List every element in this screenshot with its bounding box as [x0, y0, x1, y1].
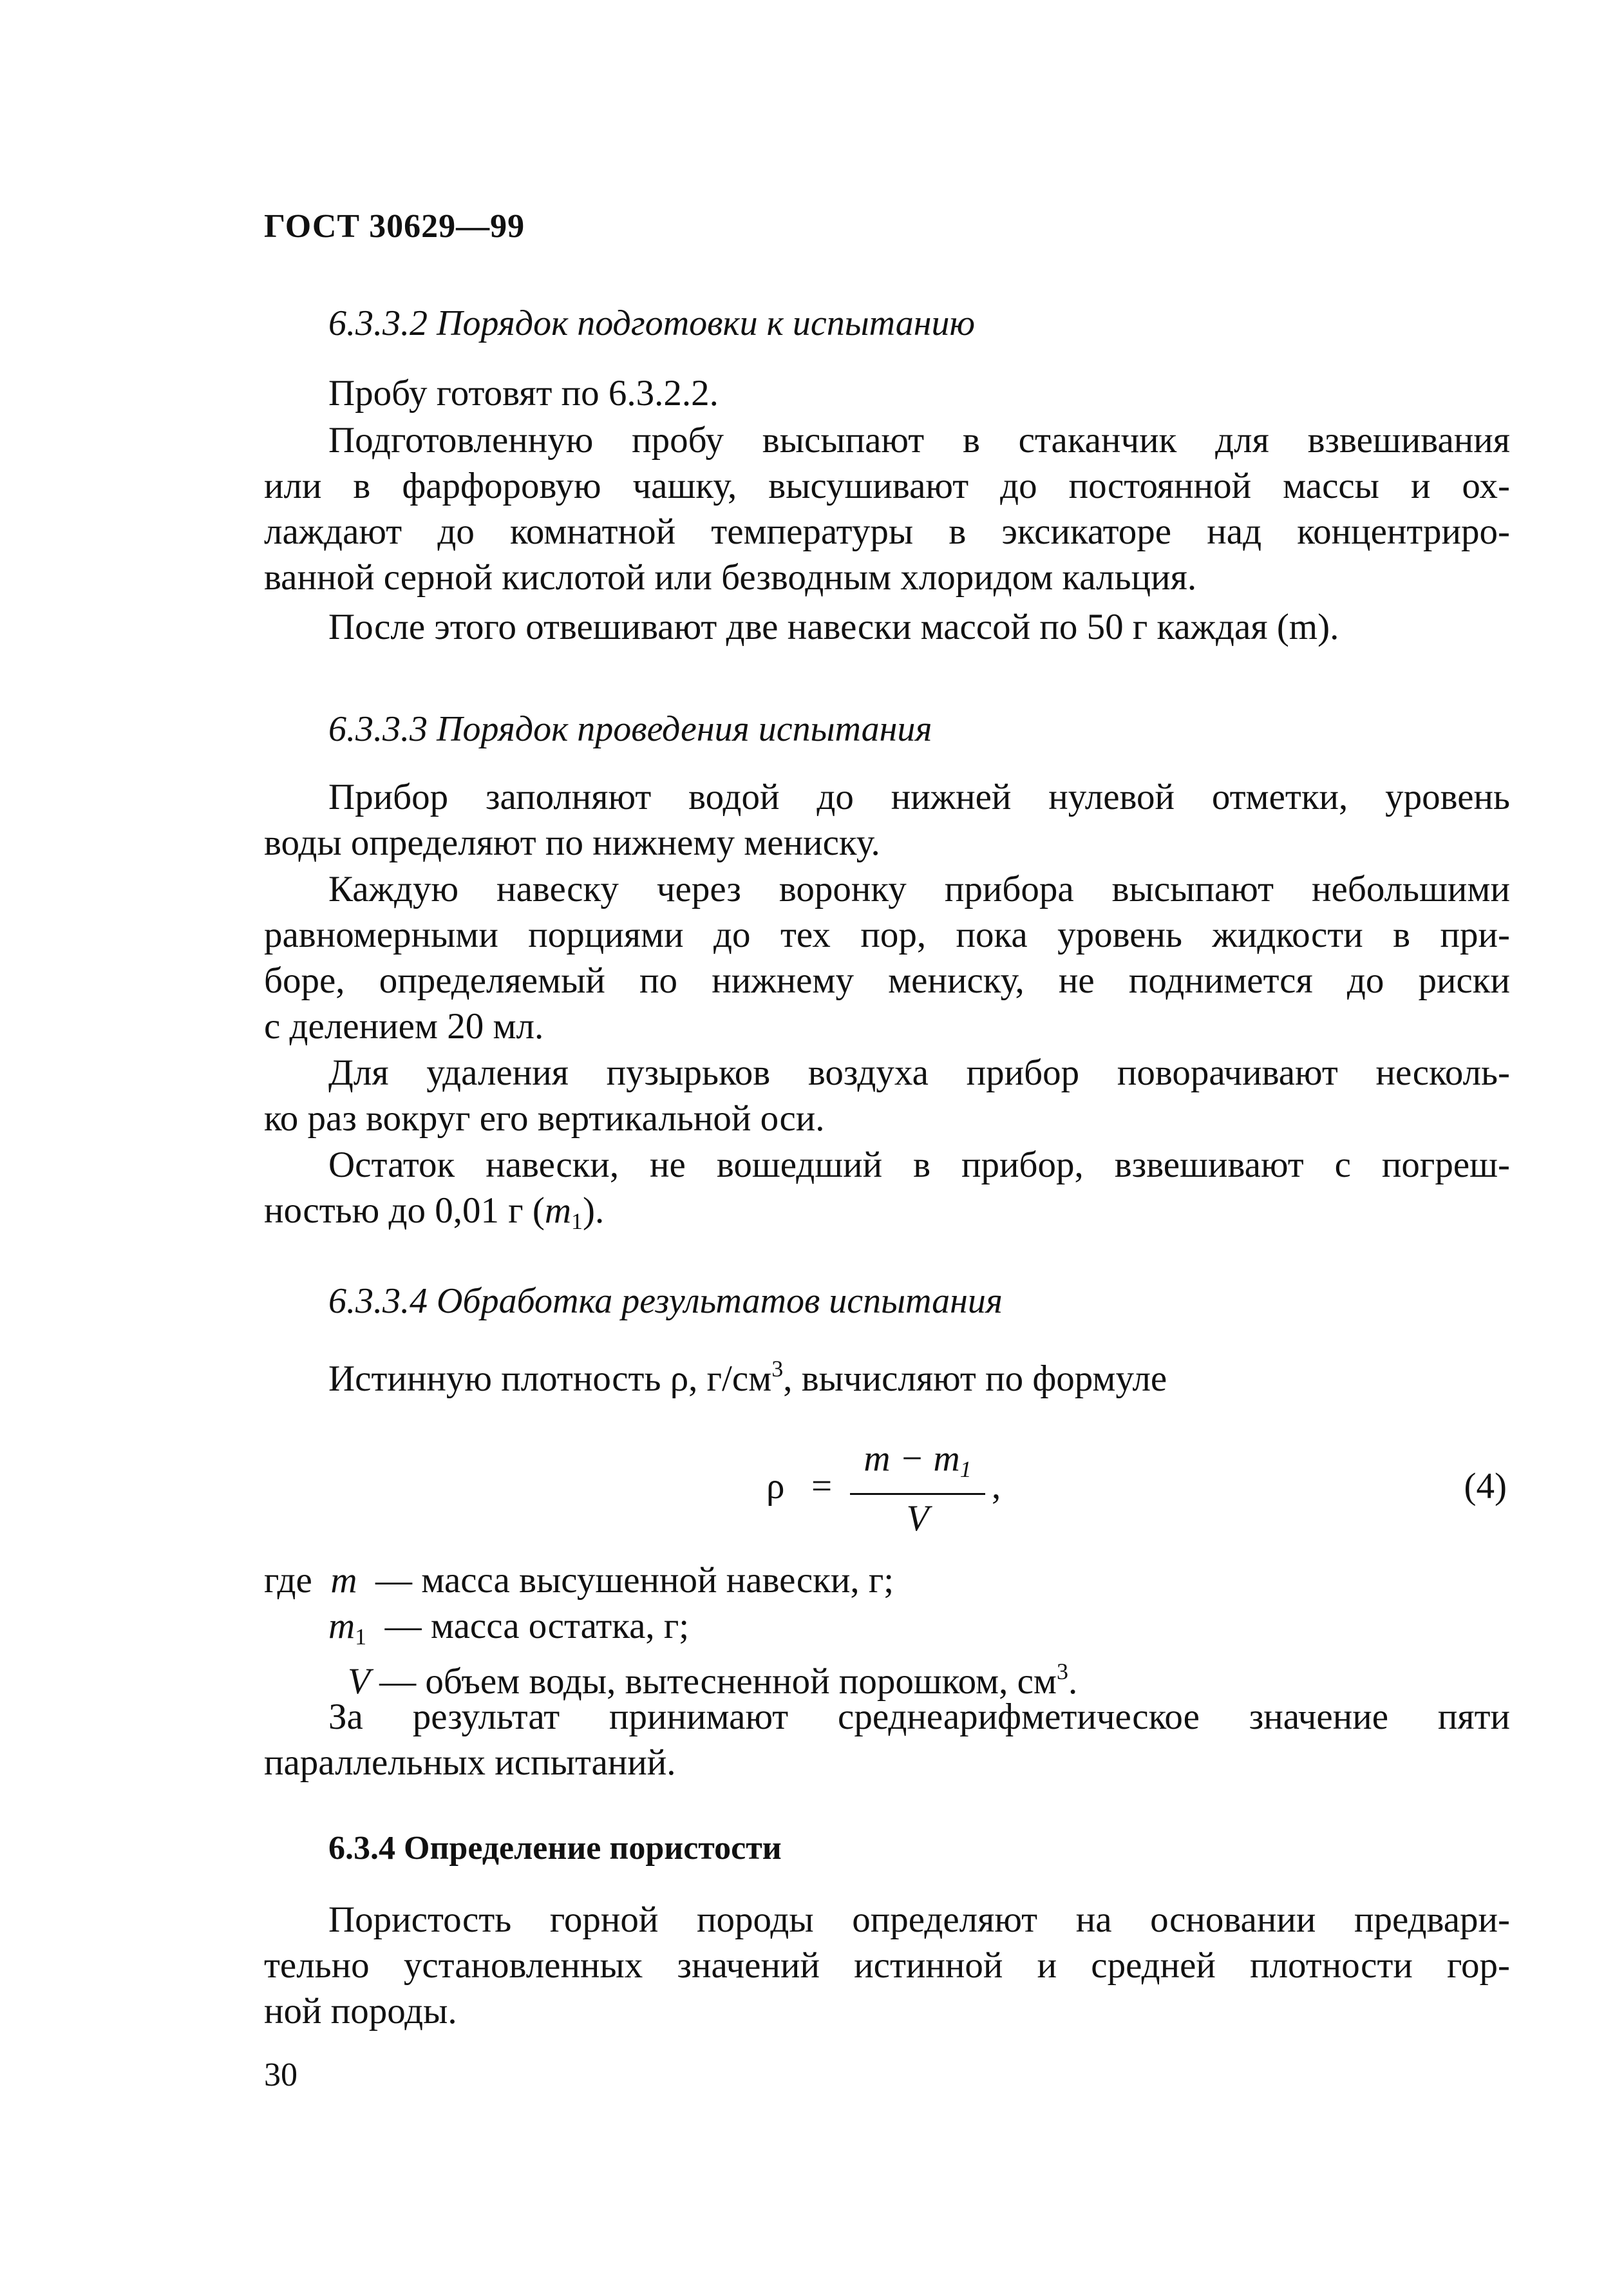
paragraph	[264, 1346, 1510, 1402]
paragraph	[264, 1050, 1510, 1141]
text-line: Подготовленную пробу высыпают в стаканчик для взвешивания	[328, 420, 1510, 461]
text-line: боре, определяемый по нижнему мениску, не поднимется до риски	[264, 960, 1510, 1001]
section-heading-6-3-3-4: 6.3.3.4 Обработка результатов испытания	[328, 1281, 1003, 1321]
paragraph	[264, 370, 1510, 416]
legend-line-m1: $m_1$ — масса остатка, г;	[328, 1606, 690, 1650]
formula-4	[766, 1436, 1507, 1539]
text-line: Остаток навески, не вошедший в прибор, взвешивают с погреш-	[328, 1145, 1510, 1185]
paragraph	[264, 604, 1510, 650]
section-heading-6-3-4: 6.3.4 Определение пористости	[328, 1830, 782, 1867]
text-line: Истинную плотность ρ, $г/см^3$, вычисляют по формуле	[328, 1356, 1167, 1399]
paragraph	[264, 866, 1510, 1049]
formula-denominator: V	[906, 1498, 929, 1539]
paragraph	[264, 417, 1510, 600]
standard-code: ГОСТ 30629—99	[264, 208, 525, 245]
text-line: ностью до 0,01 г $(m_1)$.	[264, 1190, 605, 1234]
text-line: ко раз вокруг его вертикальной оси.	[264, 1098, 825, 1139]
legend-line-m: где m — масса высушенной навески, г;	[264, 1560, 894, 1601]
paragraph	[264, 1142, 1510, 1244]
formula-comma: ,	[992, 1466, 1001, 1507]
text-line: Каждую навеску через воронку прибора высыпают небольшими	[328, 869, 1510, 909]
text-line: параллельных испытаний.	[264, 1742, 676, 1783]
text-line: Пробу готовят по 6.3.2.2.	[328, 373, 719, 414]
text-line: После этого отвешивают две навески массой по 50 г каждая (m).	[328, 607, 1339, 647]
text-line: или в фарфоровую чашку, высушивают до постоянной массы и ох-	[264, 466, 1510, 506]
text-line: За результат принимают среднеарифметическое значение пяти	[328, 1697, 1510, 1737]
fraction-bar	[850, 1493, 985, 1495]
section-heading-6-3-3-3: 6.3.3.3 Порядок проведения испытания	[328, 709, 932, 749]
section-heading-6-3-3-2: 6.3.3.2 Порядок подготовки к испытанию	[328, 303, 976, 343]
text-line: Пористость горной породы определяют на основании предвари-	[328, 1899, 1510, 1940]
paragraph	[264, 1694, 1510, 1785]
formula-numerator: $m - m_1$	[864, 1438, 972, 1482]
legend-line-v: V — объем воды, вытесненной порошком, $см^3$.	[348, 1659, 1078, 1702]
paragraph	[264, 1897, 1510, 2034]
text-line: лаждают до комнатной температуры в эксикаторе над концентриро-	[264, 511, 1510, 552]
text-line: Прибор заполняют водой до нижней нулевой отметки, уровень	[328, 777, 1510, 817]
text-line: воды определяют по нижнему мениску.	[264, 823, 880, 863]
text-line: ной породы.	[264, 1991, 457, 2031]
formula-equals: =	[811, 1466, 833, 1507]
formula-lhs: ρ	[766, 1466, 785, 1507]
paragraph	[264, 774, 1510, 866]
formula-number: (4)	[1464, 1466, 1507, 1507]
text-line: Для удаления пузырьков воздуха прибор поворачивают несколь-	[328, 1052, 1510, 1093]
text-line: равномерными порциями до тех пор, пока уровень жидкости в при-	[264, 915, 1510, 955]
text-line: тельно установленных значений истинной и средней плотности гор-	[264, 1945, 1510, 1986]
text-line: ванной серной кислотой или безводным хлоридом кальция.	[264, 557, 1197, 598]
formula-fraction	[850, 1436, 985, 1540]
text-line: с делением 20 мл.	[264, 1006, 544, 1047]
page-number: 30	[264, 2057, 297, 2093]
